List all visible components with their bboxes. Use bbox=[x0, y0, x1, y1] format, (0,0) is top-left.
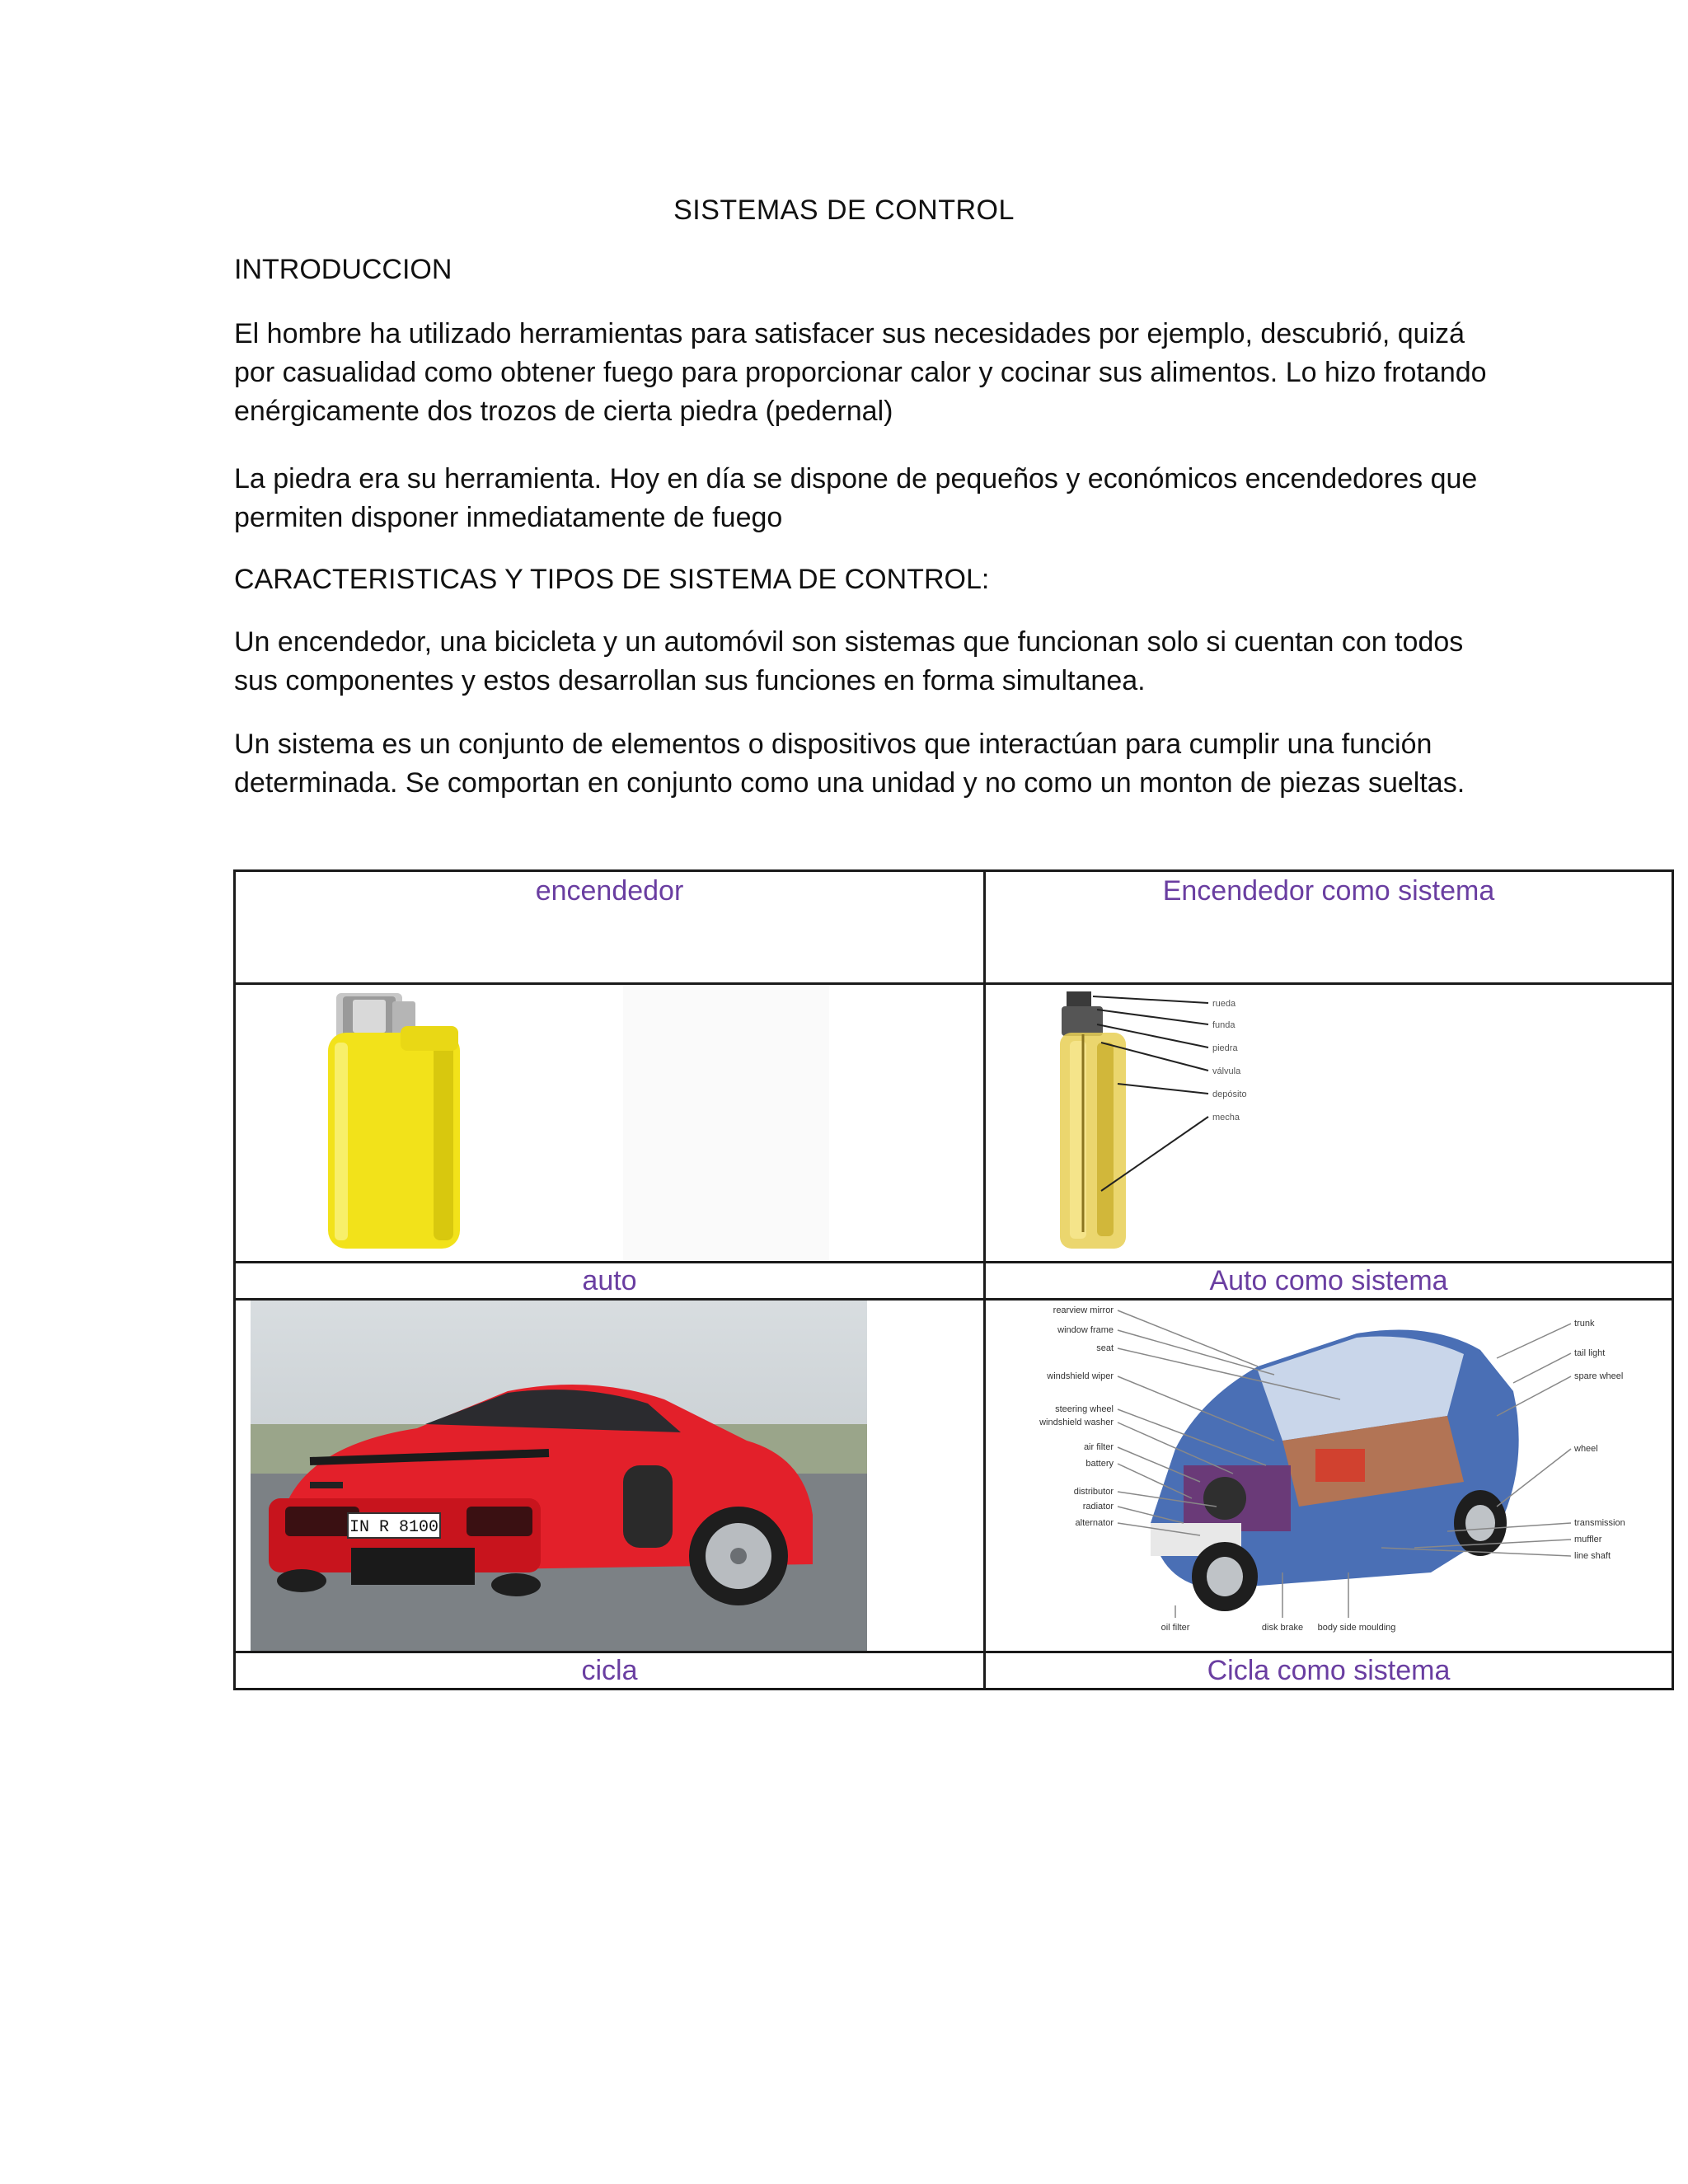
table-row bbox=[235, 1652, 1673, 1690]
car-label: windshield wiper bbox=[1047, 1371, 1114, 1381]
car-image-cell bbox=[235, 1300, 985, 1652]
car-label: tail light bbox=[1574, 1348, 1606, 1358]
table-row bbox=[235, 871, 1673, 984]
car-label: line shaft bbox=[1574, 1551, 1611, 1561]
systems-table bbox=[233, 869, 1674, 1690]
intro-paragraph-1: El hombre ha utilizado herramientas para satisfacer sus necesidades por ejemplo, descubrió, quizá por casualidad como obtener fuego para proporcionar calor y cocinar sus alimentos. Lo hizo frotando enérgicamente dos trozos de cierta piedra (pedernal) bbox=[234, 318, 1487, 427]
table-row bbox=[235, 984, 1673, 1263]
car-label: alternator bbox=[1075, 1518, 1114, 1528]
car-label: rearview mirror bbox=[1053, 1305, 1114, 1315]
intro-heading: INTRODUCCION bbox=[234, 254, 452, 285]
car-label: windshield washer bbox=[1039, 1418, 1114, 1427]
car-label: trunk bbox=[1574, 1319, 1595, 1329]
car-label: muffler bbox=[1574, 1535, 1602, 1544]
lighter-label: funda bbox=[1212, 1020, 1236, 1030]
label-lighter: encendedor bbox=[535, 875, 684, 907]
table-row bbox=[235, 1263, 1673, 1300]
lighter-label: depósito bbox=[1212, 1090, 1247, 1099]
car-label: seat bbox=[1096, 1343, 1114, 1353]
table-cell bbox=[235, 871, 985, 984]
label-bicycle-system: Cicla como sistema bbox=[1207, 1655, 1451, 1686]
car-photo bbox=[236, 1301, 985, 1651]
car-label: air filter bbox=[1083, 1442, 1114, 1452]
label-car-system: Auto como sistema bbox=[1209, 1265, 1448, 1296]
lighter-image bbox=[236, 985, 985, 1261]
document-title: SISTEMAS DE CONTROL bbox=[673, 194, 1015, 226]
lighter-image-cell bbox=[235, 984, 985, 1263]
characteristics-paragraph-2: Un sistema es un conjunto de elementos o dispositivos que interactúan para cumplir una función determinada. Se comportan en conjunto como una unidad y no como un monton de piezas sueltas. bbox=[234, 729, 1465, 799]
car-label: body side moulding bbox=[1317, 1623, 1396, 1633]
lighter-diagram bbox=[986, 985, 1673, 1261]
car-label: wheel bbox=[1574, 1444, 1598, 1454]
lighter-label: rueda bbox=[1212, 999, 1236, 1009]
car-label: radiator bbox=[1082, 1502, 1114, 1511]
car-label: steering wheel bbox=[1055, 1404, 1114, 1414]
car-label: oil filter bbox=[1160, 1623, 1190, 1633]
table-cell bbox=[985, 1263, 1673, 1300]
car-label: disk brake bbox=[1261, 1623, 1304, 1633]
intro-paragraph-2: La piedra era su herramienta. Hoy en día se dispone de pequeños y económicos encendedores que permiten disponer inmediatamente de fuego bbox=[234, 463, 1478, 533]
car-system-image-cell bbox=[985, 1300, 1673, 1652]
characteristics-paragraph-1: Un encendedor, una bicicleta y un automóvil son sistemas que funcionan solo si cuentan con todos sus componentes y estos desarrollan sus funciones en forma simultanea. bbox=[234, 626, 1464, 696]
car-diagram bbox=[986, 1301, 1673, 1651]
license-plate: IN R 8100 bbox=[349, 1518, 439, 1537]
table-cell bbox=[235, 1652, 985, 1690]
lighter-label: válvula bbox=[1212, 1066, 1241, 1076]
car-label: window frame bbox=[1057, 1325, 1114, 1335]
table-cell bbox=[235, 1263, 985, 1300]
lighter-label: mecha bbox=[1212, 1113, 1240, 1122]
car-label: battery bbox=[1085, 1459, 1114, 1469]
section-heading: CARACTERISTICAS Y TIPOS DE SISTEMA DE CONTROL: bbox=[234, 564, 990, 595]
table-cell bbox=[985, 871, 1673, 984]
label-bicycle: cicla bbox=[581, 1655, 638, 1686]
car-label: transmission bbox=[1574, 1518, 1625, 1528]
table-cell bbox=[985, 1652, 1673, 1690]
car-label: spare wheel bbox=[1574, 1371, 1624, 1381]
lighter-system-image-cell bbox=[985, 984, 1673, 1263]
label-lighter-system: Encendedor como sistema bbox=[1162, 875, 1495, 907]
car-label: distributor bbox=[1073, 1487, 1114, 1497]
label-car: auto bbox=[582, 1265, 637, 1296]
table-row bbox=[235, 1300, 1673, 1652]
lighter-label: piedra bbox=[1212, 1043, 1238, 1053]
